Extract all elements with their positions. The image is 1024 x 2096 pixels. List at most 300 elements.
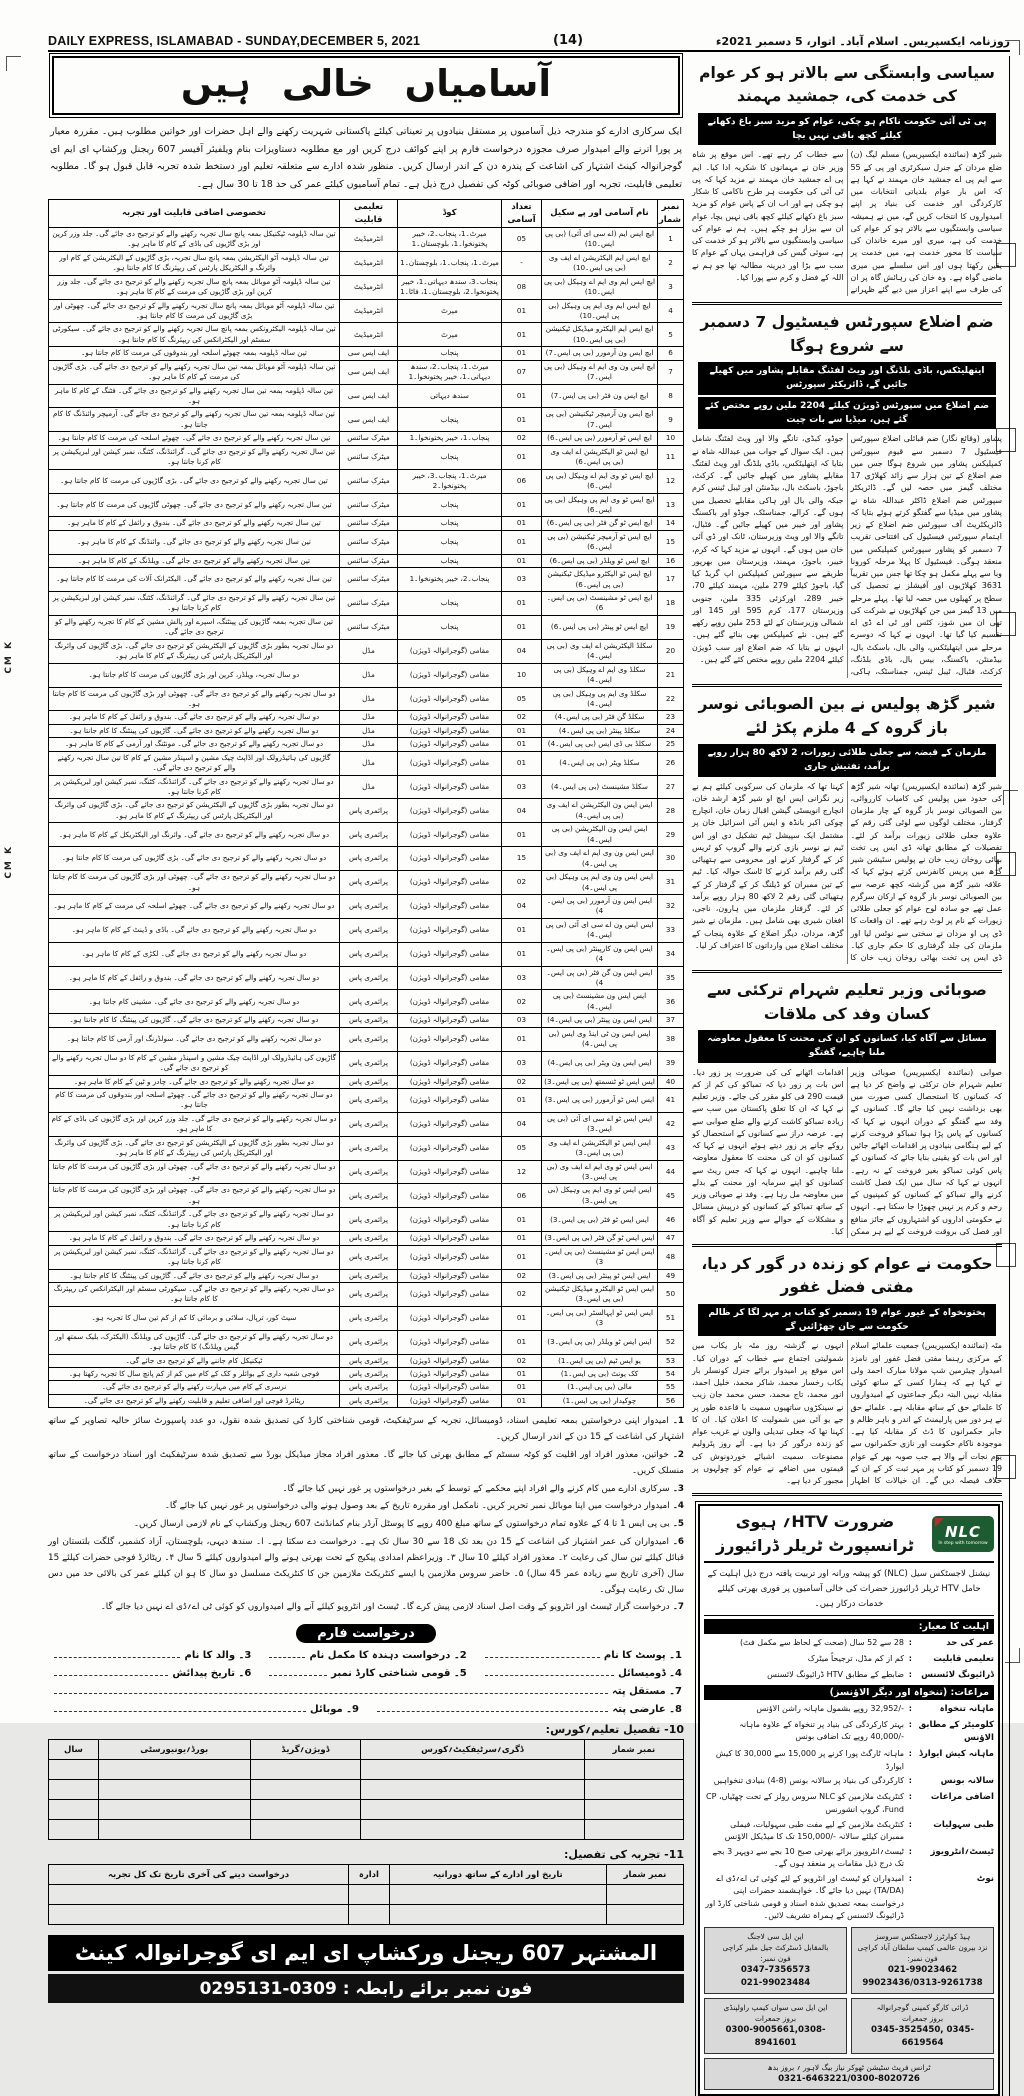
code-cell: مقامی (گوجرانوالہ ڈویژن) <box>398 1075 502 1088</box>
serial-cell: 7 <box>658 360 684 384</box>
location-line: بالمقابل ڈسٹرکٹ جیل ملیر کراچی <box>722 1942 829 1952</box>
column-header: نام آسامی اور پے سکیل <box>542 200 658 228</box>
experience-cell: تین سال تجربہ رکھنے والے کو ترجیح دی جائے گی۔ بڑی گاڑیوں کی مرمت کا کام جانتا ہو۔ <box>49 469 340 493</box>
quantity-cell: 01 <box>502 1330 542 1354</box>
quantity-cell: 05 <box>502 227 542 251</box>
instruction-text: سرکاری ادارے میں کام کرنے والے افراد اپنے محکمے کے توسط کے بغیر درخواستوں پر غور نہیں کیا جائے گا۔ <box>282 1483 670 1494</box>
table-row <box>49 1014 684 1027</box>
experience-cell: دو سال تجربہ رکھنے والے کو ترجیح دی جائے گی۔ سولڈرنگ اور آرمی کا کام جانتا ہو۔ <box>49 1027 340 1051</box>
education-cell: ایف ایس سی <box>340 384 398 408</box>
experience-cell: فوجی شعبہ داری کے بوائلر و کک کے کام میں کم از کم پانچ سال کا تجربہ رکھتا ہو۔ <box>49 1368 340 1381</box>
table-row <box>49 663 684 687</box>
experience-cell: دو سال تجربہ رکھنے والے کو ترجیح دی جائے گی۔ سیکورٹی سسٹم اور الیکٹرانکس کی ریپئرنگ کا کام جانتا ہو۔ <box>49 1282 340 1306</box>
htv-eligibility-bar: اہلیت کا معیار: <box>704 1619 994 1634</box>
serial-cell: 13 <box>658 493 684 517</box>
location-box <box>851 1927 994 1994</box>
experience-cell: دو سال تجربہ رکھنے والے کو ترجیح دی جائے گی۔ باڈی و ڈینٹ کے کام کا ماہر ہو۔ <box>49 918 340 942</box>
table-row <box>49 1368 684 1381</box>
position-cell: ایچ ایس ٹو مشینسٹ (بی پی ایس۔6) <box>542 592 658 616</box>
cmyk-print-mark: CM K <box>4 845 14 879</box>
education-cell: انٹرمیڈیٹ <box>340 323 398 347</box>
quantity-cell: 02 <box>502 1269 542 1282</box>
empty-cell <box>98 1780 250 1800</box>
experience-cell: تین سال تجربہ بمعہ گاڑیوں کی پینٹنگ، اسپرے اور پالش مشین کے کام کا تجربہ رکھنے والے کو ترجیح دی جائے گی۔ <box>49 615 340 639</box>
quantity-cell: 02 <box>502 1354 542 1367</box>
education-cell: پرائمری پاس <box>340 1330 398 1354</box>
location-line: این ایل سی لاجنگ <box>747 1931 804 1941</box>
empty-row <box>49 1800 684 1820</box>
education-section-label: 10- تفصیل تعلیم؍کورس: <box>545 1723 684 1737</box>
position-cell: ایس ایس ون الیکٹریشن (بی پی ایس۔4) <box>542 823 658 847</box>
location-box <box>704 2058 994 2090</box>
masthead-date-ur: روزنامہ ایکسپریس۔ اسلام آباد۔ اتوار، 5 دسمبر 2021ء <box>715 35 1010 48</box>
ad-detail-row <box>704 1748 994 1773</box>
instruction-item <box>48 1414 684 1446</box>
table-row <box>49 1027 684 1051</box>
ad-detail-separator: : <box>908 1846 912 1856</box>
code-cell: میرٹ۔1، پنجاب۔1، بلوچستان۔1 <box>398 251 502 275</box>
position-cell: سکلڈ بی ڈی ایس (بی پی ایس۔4) <box>542 738 658 751</box>
serial-cell: 41 <box>658 1088 684 1112</box>
ad-detail-value: بہتر کارکردگی کی بنیاد پر تنخواہ کے علاوہ ماہانہ -/40,000 روپے تک اضافی بونس <box>739 1720 904 1742</box>
instruction-text: بی پی ایس 1 تا 4 کے علاوہ تمام درخواستوں کے ساتھ مبلغ 400 روپے کا پوسٹل آرڈر بنام کمانڈنٹ 607 ریجنل ورکشاپ کے نام لازمی ارسال کریں۔ <box>133 1519 670 1530</box>
education-cell: میٹرک سائنس <box>340 445 398 469</box>
instruction-text: امیدوار اپنی درخواستیں بمعہ تعلیمی اسناد، ڈومیسائل، تجربہ کے سرٹیفکیٹ، قومی شناختی کارڈ کی تصدیق شدہ نقول، دو عدد پاسپورٹ سائز حالیہ تصاویر کے ساتھ اشتہار کی اشاعت کے 15 دن کے اندر ارسال کریں۔ <box>48 1416 684 1443</box>
serial-cell: 15 <box>658 530 684 554</box>
ad-detail-label: ماہانہ کیش ایوارڈ <box>919 1749 994 1760</box>
table-row <box>49 1112 684 1136</box>
experience-cell: دو سال تجربہ رکھنے والے کو ترجیح دی جائے گی۔ بڑی گاڑیوں کی مرمت کا کام جانتا ہو۔ <box>49 847 340 871</box>
table-row <box>49 1354 684 1367</box>
empty-row <box>49 1820 684 1840</box>
quantity-cell: 01 <box>502 1306 542 1330</box>
htv-ad-title-line1: ضرورت HTV؍ ہیوی <box>735 1512 895 1532</box>
article-body: شیر گڑھ (نمائندہ ایکسپریس) تھانہ شیر گڑھ کی حدود میں پولیس کی کامیاب کارروائی، بین الصوبائی نوسر باز گروہ کے چار ملزمان گرفتار، مختلف لوگوں سے لوٹی گئی رقم کے علاوہ جعلی طلائی زیورات برآمد کر لئے۔ تفصیلات کے مطابق تھانہ ڈی ایس پی تخت بھائی روخان زیب خان نے پولیس سٹیشن شیر گڑھ میں پریس کانفرنس کرتے ہوئے کہا کہ علاقہ شیر گڑھ میں گزشتہ کچھ عرصہ سے بین الصوبائی نوسر باز گروہ کے ارکان سرگرم عمل تھے جو سادہ لوح عوام کو جعلی طلائی زیورات کے نام پر لوٹ رہے تھے۔ ان واقعات کا ڈی پی او مردان نے سختی سے نوٹس لیا اور ملزمان کی جلد گرفتاری کا حکم جاری کیا۔ ڈی ایس پی تخت بھائی روخان زیب خان کا کہنا تھا کہ ملزمان کی سرکوبی کیلئے ہم نے زیر نگرانی ایس ایچ او شیر گڑھ ارشد خان، انچارج انویسٹی گیشن اقبال زمان خان، انچارج چوکی اکبر بانڈہ و ایس آئی اسرائیل خان پر مشتمل ایک سپیشل ٹیم تشکیل دی اور اس ٹیم نے نوسر بازی کرنے والے گروپ کو ٹریس کر کے گرفتار کرنے اور محرومی سے ہتھیائی گئی رقم برآمد کرنے کا ٹاسک حوالہ کیا۔ ٹیم کے تین ممبران کو ڈیلنگ کر کے گرفتار کر کے ہتھیائی گئی رقم 2 لاکھ 80 ہزار روپے برآمد کر لئے۔ گرفتار ملزمان میں ہارون، ناجی، افغان شیری بھی شامل ہیں۔ ملزمان نے شیر گڑھ، مردان، دیگر اضلاع کے علاوہ پنجاب کے مختلف اضلاع میں وارداتوں کا اعتراف کر لیا۔ <box>692 781 1002 963</box>
form-field-label: 6۔ تاریخ پیدائش <box>172 1668 252 1680</box>
code-cell: میرٹ <box>398 299 502 323</box>
serial-cell: 12 <box>658 469 684 493</box>
advertiser-banner: المشتہر 607 ریجنل ورکشاپ ای ایم ای گوجرانوالہ کینٹ <box>48 1935 684 1971</box>
empty-cell <box>250 1780 360 1800</box>
education-cell: پرائمری پاس <box>340 1269 398 1282</box>
table-row <box>49 554 684 567</box>
ad-detail-label: ماہانہ تنخواہ <box>939 1704 994 1715</box>
empty-row <box>49 1780 684 1800</box>
location-phone: 0321-6463221/0300-8020726 <box>778 2073 920 2084</box>
experience-cell: دو سال تجربہ، ویلڈر، کرین اور بڑی گاڑیوں کی مرمت کا کام جانتا ہو۔ <box>49 663 340 687</box>
location-line: ٹرانس فریٹ سٹیشن ٹھوکر نیاز بیگ لاہور ؍ بروز بدھ <box>767 2062 931 2072</box>
serial-cell: 50 <box>658 1282 684 1306</box>
form-field-label: 8۔ عارضی پتہ <box>612 1704 682 1716</box>
position-cell: ایس ایس ٹو اپہالسٹر (بی پی ایس۔3) <box>542 1306 658 1330</box>
code-cell: پنجاب۔1، خیبر پختونخوا۔1 <box>398 432 502 445</box>
education-cell: انٹرمیڈیٹ <box>340 227 398 251</box>
education-cell: مڈل <box>340 738 398 751</box>
ad-detail-label: ٹیسٹ؍انٹرویوز <box>930 1846 994 1857</box>
position-cell: ایس ایس ٹو ٹنسمتھ (بی پی ایس۔3) <box>542 1075 658 1088</box>
column-header: تعداد آسامی <box>502 200 542 228</box>
experience-cell: تین سالہ ڈپلومہ آٹو الیکٹریشن بمعہ پانچ سال تجربہ، بڑی گاڑیوں کے الیکٹریشن کے کام اور وائرنگ و الیکٹریکل پارٹس کی ریپئرنگ کا کام جانتا ہو۔ <box>49 251 340 275</box>
code-cell: پنجاب <box>398 554 502 567</box>
ad-detail-label: ڈرائیونگ لائسنس <box>921 1669 994 1680</box>
location-line: فون نمبر: <box>907 1953 938 1963</box>
table-row <box>49 894 684 918</box>
experience-cell: دو سال تجربہ رکھنے والے کو ترجیح دی جائے گی۔ گاڑیوں کی پینٹنگ کا کام جانتا ہو۔ <box>49 1269 340 1282</box>
serial-cell: 16 <box>658 554 684 567</box>
experience-cell: دو سال تجربہ رکھنے والے کو ترجیح دی جائے گی۔ چھوٹی اور بڑی گاڑیوں کی مرمت کا کام جانتا ہو۔ <box>49 1160 340 1184</box>
serial-cell: 4 <box>658 299 684 323</box>
education-cell: مڈل <box>340 711 398 724</box>
location-line: ہیڈ کوارٹرز لاجسٹکس سروسز <box>874 1931 971 1941</box>
position-cell: ایچ ایس ٹو وی ایم اے وہیکل (بی پی ایس۔6) <box>542 469 658 493</box>
position-cell: ایس ایس ون ٹی اینڈ وی ایس (بی پی ایس۔4) <box>542 1027 658 1051</box>
serial-cell: 1 <box>658 227 684 251</box>
column-header: کوڈ <box>398 200 502 228</box>
empty-cell <box>607 1885 684 1905</box>
serial-cell: 28 <box>658 799 684 823</box>
ad-detail-value: -/32,952 روپے بشمول ماہانہ راشن الاؤنس <box>756 1704 904 1714</box>
article-subhead: پختونخواہ کے غیور عوام 19 دسمبر کو کتاب پر مہر لگا کر ظالم حکومت سے جان چھڑائیں گے <box>698 1304 996 1337</box>
position-cell: ایس ایس ون مشینسٹ (بی پی ایس۔4) <box>542 990 658 1014</box>
serial-cell: 6 <box>658 347 684 360</box>
empty-cell <box>49 1820 99 1840</box>
vacancies-table <box>48 199 684 1408</box>
ad-detail-value: ماہانہ ٹارگٹ پورا کرنے پر 15,000 سے 30,000 کا کیش ایوارڈ <box>715 1749 904 1771</box>
position-cell: ایس ایس ٹو فٹر (بی پی ایس۔3) <box>542 1208 658 1232</box>
table-row <box>49 1160 684 1184</box>
education-cell: پرائمری پاس <box>340 942 398 966</box>
quantity-cell: 01 <box>502 554 542 567</box>
experience-cell: دو سال تجربہ بطور بڑی گاڑیوں کے الیکٹریشن کو ترجیح دی جائے گی۔ بڑی گاڑیوں کی وائرنگ اور الیکٹریکل پارٹس کی ریپئرنگ کے کام کا ماہر ہو۔ <box>49 1136 340 1160</box>
experience-cell: دو سال تجربہ بطور بڑی گاڑیوں کے الیکٹریشن کو ترجیح دی جائے گی۔ بڑی گاڑیوں کی وائرنگ اور الیکٹریکل پارٹس کی ریپئرنگ کے کام کا ماہر ہو۔ <box>49 799 340 823</box>
table-header-row <box>49 1740 684 1760</box>
table-row <box>49 1394 684 1407</box>
quantity-cell: - <box>502 251 542 275</box>
experience-cell: تین سالہ ڈپلومہ آٹو موبائل بمعہ پانچ سال تجربہ رکھنے والے کو ترجیح دی جائے گی۔ جلد وزر کرین اور بڑی گاڑیوں کی مرمت کے کام کا ماہر ہو۔ <box>49 275 340 299</box>
quantity-cell: 02 <box>502 871 542 895</box>
column-header: تخصوصی اضافی قابلیت اور تجربہ <box>49 200 340 228</box>
quantity-cell: 01 <box>502 1368 542 1381</box>
column-header: درخواست دینے کی آخری تاریخ تک کل تجربہ <box>49 1865 349 1885</box>
code-cell: مقامی (گوجرانوالہ ڈویژن) <box>398 1014 502 1027</box>
education-cell: میٹرک سائنس <box>340 592 398 616</box>
experience-cell: دو سال تجربہ رکھنے والے کو ترجیح دی جائے گی۔ گاڑیوں کی ویلڈنگ (الیکٹرک، بلیک سمتھ اور گیس ویلڈنگ) کا کام جانتا ہو۔ <box>49 1330 340 1354</box>
ad-detail-value: ٹیسٹ؍انٹرویوز برائے بھرتی صبح 10 بجے سے دوپہر 3 بجے تک درج ذیل مقامات پر منعقد ہوں گے۔ <box>712 1846 904 1869</box>
column-header: بورڈ؍یونیورسٹی <box>98 1740 250 1760</box>
table-row <box>49 323 684 347</box>
serial-cell: 35 <box>658 966 684 990</box>
empty-cell <box>584 1780 683 1800</box>
quantity-cell: 03 <box>502 1014 542 1027</box>
location-line: فون نمبر: <box>760 1953 791 1963</box>
location-phone: 0345-3525450, 0345-6619564 <box>870 2024 975 2048</box>
position-cell: ایس ایس ٹو گن فٹر (بی پی ایس۔3) <box>542 1232 658 1245</box>
ad-detail-row <box>704 1819 994 1844</box>
quantity-cell: 01 <box>502 1027 542 1051</box>
quantity-cell: 01 <box>502 517 542 530</box>
ad-detail-value: ضابطے کے مطابق HTV ڈرائیونگ لائسنس <box>767 1669 904 1679</box>
education-cell: پرائمری پاس <box>340 894 398 918</box>
experience-cell: ٹیکنیکل کام جاننے والے کو ترجیح دی جائے گی۔ <box>49 1354 340 1367</box>
crop-mark <box>6 56 21 71</box>
ad-detail-value: کنٹریکٹ ملازمین کے لیے مفت طبی سہولیات، فیملی ممبران کیلئے سالانہ -/150,000 تک کا میڈیکل الاؤنس <box>724 1819 904 1841</box>
experience-cell: تین سال تجربہ رکھنے والے کو ترجیح دی جائے گی۔ چھوٹے اسلحہ کی مرمت کا کام جانتا ہو۔ <box>49 432 340 445</box>
table-row <box>49 1269 684 1282</box>
article-body: شیر گڑھ (نمائندہ ایکسپریس) مسلم لیگ (ن) ضلع مردان کے جنرل سیکرٹری اور پی کے 55 سے ایم پی اے جمشید خان مہمند نے کہا ہے کہ اس بار عوام بلدیاتی انتخابات میں کارکردگی اور خدمت کی بنیاد پر اپنے امیدواروں کا انتخاب کریں گے، میں نے ہمیشہ سیاسی وابستگیوں سے بالاتر ہو کر عوام کی خدمت کی ہے، میری اور میرے خاندان کی سیاست کا محور خدمت ہے، میں خدمت پر یقین رکھتا ہوں اور اس سلسلے میں میری ماضی گواہ ہے۔ وہ خان کی رہائش گاہ پر ان کی طرف سے اپنے اعزاز میں دیے گئے ظہرانے سے خطاب کر رہے تھے۔ اس موقع پر شاہ وزیر خان نے مہمانوں کا شکریہ ادا کیا۔ ایم پی اے جمشید خان مہمند نے مزید کہا کہ پی ٹی آئی کی حکومت ہر طرح ناکامی کا شکار ہو چکی ہے اور اب ان کے پاس عوام کو مزید سبز باغ دکھانے کیلئے کچھ باقی نہیں بچا، عوام ان سے بیزار ہو چکے ہیں۔ ہم نے عوام کی سیاسی وابستگیوں سے بالاتر ہو کر خدمت کی ہے، سوئی گیس کی فراہمی یہاں کے عوام کا سب سے بڑا اور دیرینہ مطالبہ تھا جو ہم نے اللہ کے فضل و کرم سے پورا کیا۔ <box>692 150 1002 295</box>
empty-cell <box>49 1760 99 1780</box>
code-cell: مقامی (گوجرانوالہ ڈویژن) <box>398 724 502 737</box>
code-cell: مقامی (گوجرانوالہ ڈویژن) <box>398 1394 502 1407</box>
empty-cell <box>361 1760 585 1780</box>
position-cell: مالی (بی پی ایس۔1) <box>542 1381 658 1394</box>
quantity-cell: 01 <box>502 1208 542 1232</box>
position-cell: ایس ایس ون اے سی ای آئی (بی پی ایس۔4) <box>542 918 658 942</box>
form-field-blank-line <box>54 1711 306 1712</box>
table-row <box>49 432 684 445</box>
code-cell: پنجاب <box>398 517 502 530</box>
experience-cell: گاڑیوں کی ہائیڈرولک اور اڈاپٹ چیک مشین و اسپنڈر مشین کے کام کا تین سال تجربہ رکھنے والے کو ترجیح دی جائے گی۔ <box>49 751 340 775</box>
form-field-label: 3۔ والد کا نام <box>184 1650 252 1662</box>
education-cell: مڈل <box>340 775 398 799</box>
education-cell: پرائمری پاس <box>340 1027 398 1051</box>
htv-ad-title <box>704 1510 926 1558</box>
htv-driver-ad <box>698 1504 1000 2095</box>
quantity-cell: 03 <box>502 568 542 592</box>
serial-cell: 52 <box>658 1330 684 1354</box>
position-cell: سکلڈ گن فٹر (بی پی ایس۔4) <box>542 711 658 724</box>
position-cell: ایس ایس ون ویٹر (بی پی ایس۔4) <box>542 1051 658 1075</box>
code-cell: پنجاب۔3، سندھ دیہاتی۔1، خیبر پختونخوا۔2، بلوچستان۔1، فاٹا۔1 <box>398 275 502 299</box>
education-cell: پرائمری پاس <box>340 1075 398 1088</box>
code-cell: پنجاب۔2، خیبر پختونخوا۔1 <box>398 568 502 592</box>
education-cell: ایف ایس سی <box>340 408 398 432</box>
article-subhead: پی ٹی آئی حکومت ناکام ہو چکی، عوام کو مزید سبز باغ دکھانے کیلئے کچھ باقی نہیں بچا <box>698 113 996 146</box>
code-cell: مقامی (گوجرانوالہ ڈویژن) <box>398 1306 502 1330</box>
ad-detail-value: کم از کم مڈل، ترجیحاً میٹرک <box>807 1654 904 1664</box>
ad-detail-label: کلومیٹر کے مطابق الاؤنس <box>918 1720 994 1744</box>
quantity-cell: 01 <box>502 347 542 360</box>
article-subhead: ایتھلیٹکس، باڈی بلڈنگ اور ویٹ لفٹنگ مقابلے پشاور میں کھیلے جائیں گے، ڈائریکٹر سپورٹس <box>698 362 996 395</box>
code-cell: مقامی (گوجرانوالہ ڈویژن) <box>398 1368 502 1381</box>
ad-detail-value: 28 سے 52 سال (صحت کے لحاظ سے مکمل فٹ) <box>739 1638 904 1648</box>
serial-cell: 34 <box>658 942 684 966</box>
code-cell: مقامی (گوجرانوالہ ڈویژن) <box>398 1330 502 1354</box>
experience-cell: دو سال تجربہ رکھنے والے کو ترجیح دی جائے گی۔ لکڑی کے کام کا ماہر ہو۔ <box>49 942 340 966</box>
code-cell: مقامی (گوجرانوالہ ڈویژن) <box>398 1160 502 1184</box>
form-field-blank-line <box>377 1711 608 1712</box>
form-field <box>481 1650 682 1661</box>
serial-cell: 37 <box>658 1014 684 1027</box>
instruction-number: 1۔ <box>668 1416 684 1427</box>
education-cell: پرائمری پاس <box>340 918 398 942</box>
table-row <box>49 990 684 1014</box>
form-field-blank-line <box>54 1675 168 1676</box>
position-cell: ایس ایس ون پینٹر (بی پی ایس۔4) <box>542 1014 658 1027</box>
htv-ad-intro: نیشنل لاجسٹکس سیل (NLC) کو پیشہ ورانہ اور تربیت یافتہ درج ذیل اہلیت کے حامل HTV ٹریلر ڈرائیورز حضرات کی خالی آسامیوں پر فوری بھرتی کیلئے خدمات درکار ہیں۔ <box>704 1563 994 1616</box>
code-cell: مقامی (گوجرانوالہ ڈویژن) <box>398 1184 502 1208</box>
education-cell: میٹرک سائنس <box>340 615 398 639</box>
code-cell: مقامی (گوجرانوالہ ڈویژن) <box>398 775 502 799</box>
position-cell: ایچ ایس ٹو وی ایم پی وہیکل (بی پی ایس۔6) <box>542 493 658 517</box>
table-row <box>49 1232 684 1245</box>
serial-cell: 8 <box>658 384 684 408</box>
masthead <box>48 26 1010 48</box>
serial-cell: 40 <box>658 1075 684 1088</box>
instruction-number: 7۔ <box>669 1602 684 1613</box>
ad-detail-row <box>704 1775 994 1788</box>
form-field-blank-line <box>54 1657 180 1658</box>
ad-detail-value: کارکردگی کی بنیاد پر سالانہ بونس (8-4) بنیادی تنخواہیں <box>713 1776 904 1786</box>
experience-cell: دو سال تجربہ رکھنے والے کو ترجیح دی جائے گی۔ گاڑیوں کی پینٹنگ کا کام جانتا ہو۔ <box>49 724 340 737</box>
code-cell: مقامی (گوجرانوالہ ڈویژن) <box>398 799 502 823</box>
empty-cell <box>250 1760 360 1780</box>
empty-cell <box>584 1800 683 1820</box>
column-header: نمبر شمار <box>584 1740 683 1760</box>
masthead-rule <box>48 50 1010 52</box>
education-cell: پرائمری پاس <box>340 1136 398 1160</box>
empty-cell <box>49 1885 349 1905</box>
code-cell: پنجاب <box>398 408 502 432</box>
article-headline: شیر گڑھ پولیس نے بین الصوبائی نوسر باز گروہ کے 4 ملزم پکڑ لئے <box>698 695 996 737</box>
education-cell: پرائمری پاس <box>340 847 398 871</box>
code-cell: پنجاب <box>398 445 502 469</box>
serial-cell: 56 <box>658 1394 684 1407</box>
ad-detail-separator: : <box>908 1638 912 1648</box>
table-header-row <box>49 200 684 228</box>
experience-cell: تین سال تجربہ رکھنے والے کو ترجیح دی جائے گی۔ وائنڈنگ کے کام کا ماہر ہو۔ <box>49 530 340 554</box>
position-cell: ایس ایس ٹو پینٹر (بی پی ایس۔3) <box>542 1269 658 1282</box>
form-field-blank-line <box>269 1675 327 1676</box>
code-cell: پنجاب <box>398 615 502 639</box>
article-subhead: مسائل سے آگاہ کیا، کسانوں کو ان کی محنت کا معقول معاوضہ ملنا چاہیے، گفتگو <box>698 1030 996 1063</box>
experience-cell: دو سال تجربہ رکھنے والے کو ترجیح دی جائے گی۔ وائرنگ اور الیکٹریکل کے کام کا ماہر ہو۔ <box>49 823 340 847</box>
education-cell: پرائمری پاس <box>340 1051 398 1075</box>
article-headline: سیاسی وابستگی سے بالاتر ہو کر عوام کی خدمت کی، جمشید مہمند <box>699 64 995 106</box>
form-field-blank-line <box>54 1693 608 1694</box>
instruction-number: 2۔ <box>668 1449 684 1460</box>
form-field <box>50 1650 251 1661</box>
education-cell: پرائمری پاس <box>340 1184 398 1208</box>
quantity-cell: 01 <box>502 918 542 942</box>
quantity-cell: 04 <box>502 894 542 918</box>
serial-cell: 48 <box>658 1245 684 1269</box>
column-header: ادارہ <box>349 1865 389 1885</box>
position-cell: سکلڈ پینٹر (بی پی ایس۔4) <box>542 724 658 737</box>
position-cell: ایس ایس ون وی ایم اے ایف وی (بی پی ایس۔4) <box>542 847 658 871</box>
quantity-cell: 02 <box>502 432 542 445</box>
serial-cell: 23 <box>658 711 684 724</box>
code-cell: مقامی (گوجرانوالہ ڈویژن) <box>398 1051 502 1075</box>
table-row <box>49 299 684 323</box>
quantity-cell: 01 <box>502 530 542 554</box>
empty-cell <box>389 1905 606 1925</box>
position-cell: ایچ ایس ٹو آرمورر (بی پی ایس۔6) <box>542 432 658 445</box>
serial-cell: 17 <box>658 568 684 592</box>
empty-cell <box>98 1800 250 1820</box>
form-field-blank-line <box>485 1675 614 1676</box>
empty-cell <box>98 1820 250 1840</box>
code-cell: مقامی (گوجرانوالہ ڈویژن) <box>398 751 502 775</box>
location-line: ڈرائی کارگو کمپنی گوجرانوالہ <box>876 2002 969 2012</box>
code-cell: مقامی (گوجرانوالہ ڈویژن) <box>398 871 502 895</box>
column-header: ڈگری؍سرٹیفکیٹ؍کورس <box>361 1740 585 1760</box>
experience-cell: دو سال تجربہ رکھنے والے کو ترجیح دی جائے گی۔ بندوق و رائفل کے کام کا ماہر ہو۔ <box>49 711 340 724</box>
instruction-number: 3۔ <box>669 1483 684 1494</box>
article-headline: صوبائی وزیر تعلیم شہرام ترکئی سے کسان وفد کی ملاقات <box>707 981 987 1023</box>
position-cell: ایس ایس ٹو مشینسٹ (بی پی ایس۔3) <box>542 1245 658 1269</box>
code-cell: مقامی (گوجرانوالہ ڈویژن) <box>398 1088 502 1112</box>
location-phone: 0300-9005661,0308-8941601 <box>725 2024 826 2048</box>
quantity-cell: 01 <box>502 299 542 323</box>
nlc-logo-text: NLC <box>944 1522 982 1541</box>
table-row <box>49 592 684 616</box>
education-cell: میٹرک سائنس <box>340 432 398 445</box>
location-box <box>704 1998 847 2054</box>
serial-cell: 45 <box>658 1184 684 1208</box>
ad-detail-label: نوٹ <box>976 1874 994 1885</box>
serial-cell: 11 <box>658 445 684 469</box>
serial-cell: 53 <box>658 1354 684 1367</box>
experience-cell: دو سال تجربہ بطور بڑی گاڑیوں کے الیکٹریشن کو ترجیح دی جائے گی۔ بڑی گاڑیوں کی وائرنگ اور الیکٹریکل پارٹس کی ریپئرنگ کے کام کا ماہر ہو۔ <box>49 639 340 663</box>
htv-ad-header <box>704 1510 994 1563</box>
experience-cell: نرسری کے کام میں مہارت رکھنے والے کو ترجیح دی جائے گی۔ <box>49 1381 340 1394</box>
instruction-item <box>48 1535 684 1598</box>
position-cell: ایس ایس ون آرمورر (بی پی ایس۔4) <box>542 894 658 918</box>
form-field-label: 4۔ ڈومیسائل <box>618 1668 682 1680</box>
education-cell: پرائمری پاس <box>340 1354 398 1367</box>
form-field-label: 2۔ درخواست دہندہ کا مکمل نام <box>309 1650 467 1662</box>
ad-detail-row <box>704 1703 994 1716</box>
code-cell: پنجاب <box>398 592 502 616</box>
serial-cell: 32 <box>658 894 684 918</box>
quantity-cell: 01 <box>502 445 542 469</box>
quantity-cell: 06 <box>502 1184 542 1208</box>
experience-cell: دو سال تجربہ رکھنے والے کو ترجیح دی جائے گی۔ گرائنڈنگ، کٹنگ، نمبر کیشن اور لبریکیشن پر کام کرنا جانتا ہو۔ <box>49 1208 340 1232</box>
table-row <box>49 1245 684 1269</box>
ad-detail-label: اضافی مراعات <box>930 1792 994 1803</box>
code-cell: سندھ دیہاتی <box>398 384 502 408</box>
news-article <box>692 687 1002 973</box>
instruction-number: 6۔ <box>668 1537 685 1548</box>
position-cell: چوکیدار (بی پی ایس۔1) <box>542 1394 658 1407</box>
quantity-cell: 05 <box>502 1136 542 1160</box>
table-row <box>49 1075 684 1088</box>
education-cell: ایف ایس سی <box>340 347 398 360</box>
form-field <box>373 1704 682 1715</box>
serial-cell: 21 <box>658 663 684 687</box>
education-cell: میٹرک سائنس <box>340 493 398 517</box>
education-cell: مڈل <box>340 639 398 663</box>
education-cell: پرائمری پاس <box>340 1208 398 1232</box>
education-cell: ایف ایس سی <box>340 360 398 384</box>
quantity-cell: 01 <box>502 615 542 639</box>
experience-cell: گاڑیوں کی ہائیڈرولک اور اڈاپٹ چیک مشین و اسپنڈر مشین کے کام کا دو سال تجربہ رکھنے والے کو ترجیح دی جائے گی۔ <box>49 1051 340 1075</box>
serial-cell: 55 <box>658 1381 684 1394</box>
table-row <box>49 775 684 799</box>
quantity-cell: 01 <box>502 1232 542 1245</box>
quantity-cell: 10 <box>502 663 542 687</box>
position-cell: ایچ ایس ٹو گن فٹر (بی پی ایس۔6) <box>542 517 658 530</box>
serial-cell: 33 <box>658 918 684 942</box>
form-field-label: 1۔ پوسٹ کا نام <box>603 1650 682 1662</box>
quantity-cell: 02 <box>502 1282 542 1306</box>
ad-detail-row <box>704 1873 994 1923</box>
table-row <box>49 408 684 432</box>
ad-detail-label: سالانہ بونس <box>940 1776 994 1787</box>
code-cell: مقامی (گوجرانوالہ ڈویژن) <box>398 823 502 847</box>
quantity-cell: 03 <box>502 1051 542 1075</box>
table-row <box>49 687 684 711</box>
